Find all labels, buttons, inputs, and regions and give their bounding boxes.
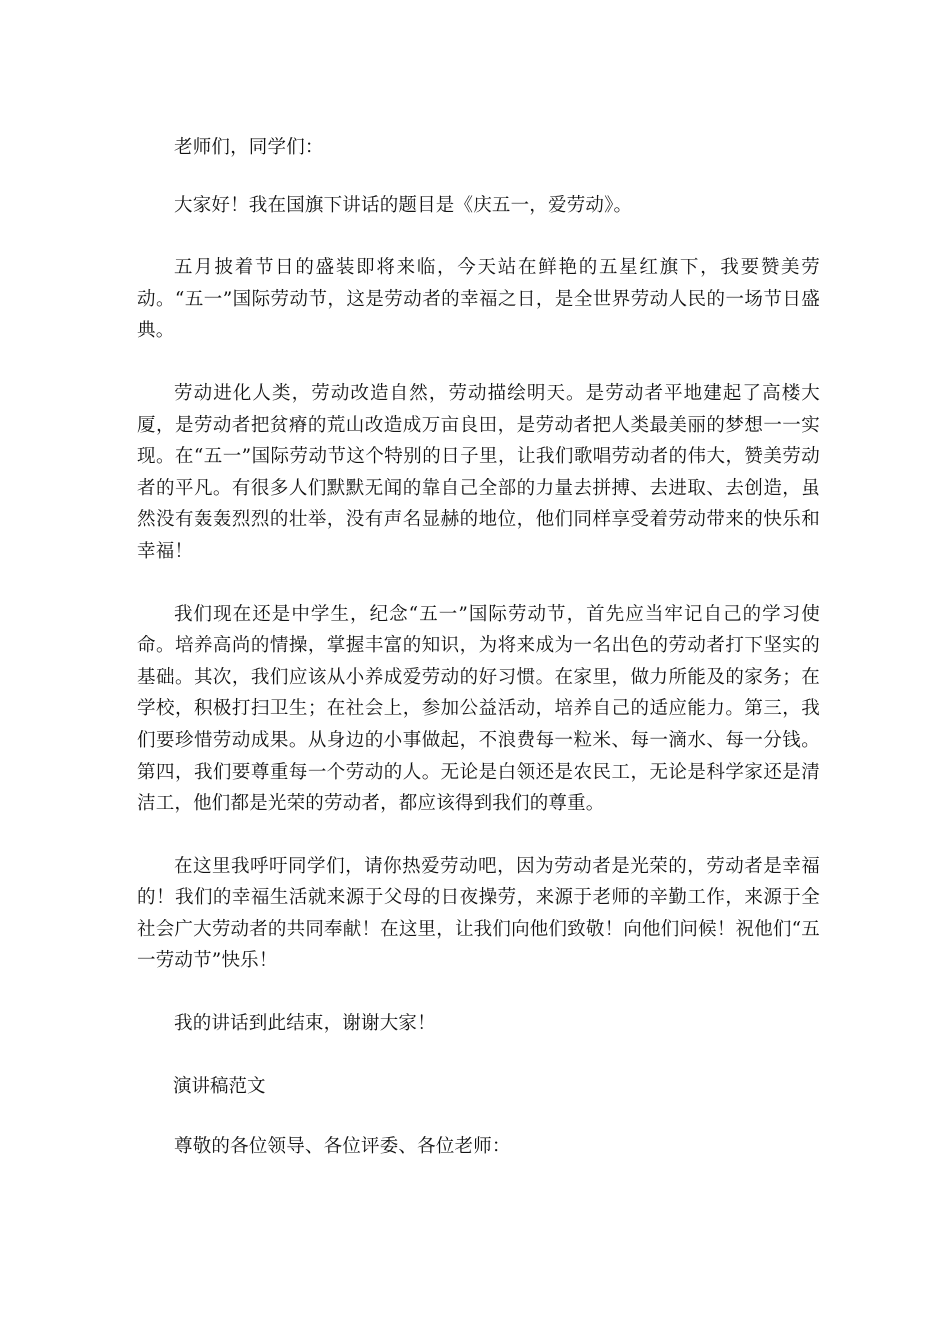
paragraph-labor-praise: 劳动进化人类，劳动改造自然，劳动描绘明天。是劳动者平地建起了高楼大厦，是劳动者把贫瘠的荒山改造成万亩良田，是劳动者把人类最美丽的梦想一一实现。在“五一”国际劳动节这个特别的日子里，让我们歌唱劳动者的伟大，赞美劳动者的平凡。有很多人们默默无闻的靠自己全部的力量去拼搏、去进取、去创造，虽然没有轰轰烈烈的壮举，没有声名显赫的地位，他们同样享受着劳动带来的快乐和幸福！ [137, 382, 820, 562]
salutation: 老师们，同学们： [174, 137, 324, 158]
section-heading: 演讲稿范文 [173, 1075, 266, 1097]
next-salutation: 尊敬的各位领导、各位评委、各位老师： [174, 1136, 511, 1158]
paragraph-may-day-intro: 五月披着节日的盛装即将来临，今天站在鲜艳的五星红旗下，我要赞美劳动。“五一”国际劳动节，这是劳动者的幸福之日，是全世界劳动人民的一场节日盛典。 [137, 257, 820, 342]
document-page [137, 132, 820, 1163]
paragraph-student-duties: 我们现在还是中学生，纪念“五一”国际劳动节，首先应当牢记自己的学习使命。培养高尚的情操，掌握丰富的知识，为将来成为一名出色的劳动者打下坚实的基础。其次，我们应该从小养成爱劳动的好习惯。在家里，做力所能及的家务；在学校，积极打扫卫生；在社会上，参加公益活动，培养自己的适应能力。第三，我们要珍惜劳动成果。从身边的小事做起，不浪费每一粒米、每一滴水、每一分钱。第四，我们要尊重每一个劳动的人。无论是白领还是农民工，无论是科学家还是清洁工，他们都是光荣的劳动者，都应该得到我们的尊重。 [137, 603, 820, 815]
paragraph-appeal: 在这里我呼吁同学们，请你热爱劳动吧，因为劳动者是光荣的，劳动者是幸福的！我们的幸福生活就来源于父母的日夜操劳，来源于老师的辛勤工作，来源于全社会广大劳动者的共同奉献！在这里，让我们向他们致敬！向他们问候！祝他们“五一劳动节”快乐！ [137, 855, 820, 972]
greeting-paragraph: 大家好！我在国旗下讲话的题目是《庆五一，爱劳动》。 [174, 194, 633, 216]
closing-paragraph: 我的讲话到此结束，谢谢大家！ [174, 1013, 436, 1035]
